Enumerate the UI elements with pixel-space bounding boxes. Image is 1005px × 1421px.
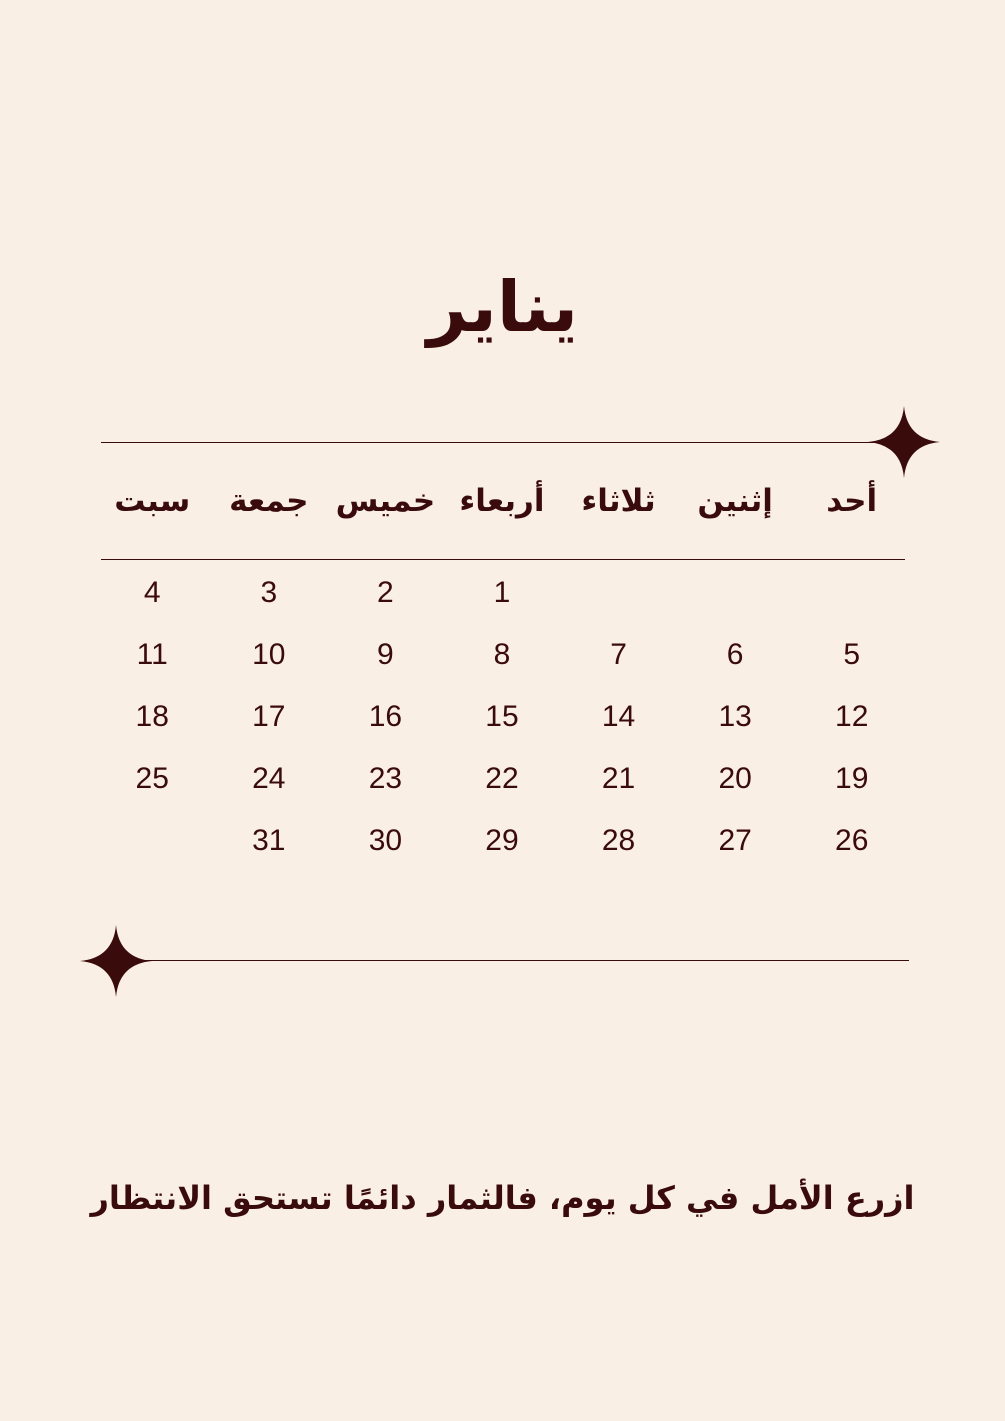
footer-quote: ازرع الأمل في كل يوم، فالثمار دائمًا تستحق الانتظار: [90, 1179, 915, 1217]
day-cell: [677, 570, 794, 632]
day-cell: 14: [601, 700, 636, 733]
month-title: يناير: [427, 266, 578, 348]
day-cell: 25: [135, 762, 169, 795]
weekday-header-row: [94, 472, 910, 532]
day-cell: 22: [485, 762, 519, 795]
week-row: [94, 632, 910, 694]
day-cell: 28: [601, 824, 636, 857]
day-cell: 30: [368, 824, 403, 857]
day-cell: 19: [835, 762, 869, 795]
day-cell: 2: [377, 576, 394, 609]
day-cell: 21: [601, 762, 636, 795]
day-cell: 11: [136, 638, 168, 671]
day-cell: 29: [485, 824, 519, 857]
weekday-sunday: أحد: [826, 483, 878, 519]
header-divider: [101, 559, 905, 560]
day-cell: 4: [143, 576, 161, 609]
weekday-thursday: خميس: [335, 483, 436, 519]
day-cell: 7: [610, 638, 627, 671]
days-grid: [94, 570, 910, 880]
weekday-wednesday: أربعاء: [459, 483, 545, 519]
weekday-friday: جمعة: [229, 483, 309, 519]
day-cell: 5: [843, 638, 861, 671]
day-cell: 13: [718, 700, 752, 733]
bottom-divider: [116, 960, 909, 961]
day-cell: 20: [718, 762, 752, 795]
day-cell: 26: [835, 824, 869, 857]
top-divider: [101, 442, 901, 443]
day-cell: [94, 818, 211, 880]
day-cell: [793, 570, 910, 632]
week-row: [94, 818, 910, 880]
sparkle-icon: [868, 406, 940, 478]
weekday-tuesday: ثلاثاء: [581, 483, 656, 519]
sparkle-icon: [80, 925, 152, 997]
day-cell: 9: [377, 638, 394, 671]
day-cell: 23: [368, 762, 403, 795]
day-cell: 27: [718, 824, 752, 857]
week-row: [94, 756, 910, 818]
day-cell: 10: [252, 638, 286, 671]
day-cell: 24: [252, 762, 286, 795]
day-cell: [560, 570, 677, 632]
week-row: [94, 694, 910, 756]
day-cell: 17: [252, 700, 286, 733]
day-cell: 1: [493, 576, 511, 609]
day-cell: 8: [493, 638, 511, 671]
day-cell: 3: [260, 576, 278, 609]
day-cell: 16: [368, 700, 403, 733]
day-cell: 31: [252, 824, 286, 857]
weekday-monday: إثنين: [697, 483, 773, 519]
day-cell: 15: [485, 700, 519, 733]
week-row: [94, 570, 910, 632]
day-cell: 12: [835, 700, 869, 733]
day-cell: 6: [726, 638, 744, 671]
weekday-saturday: سبت: [114, 483, 191, 519]
day-cell: 18: [135, 700, 169, 733]
